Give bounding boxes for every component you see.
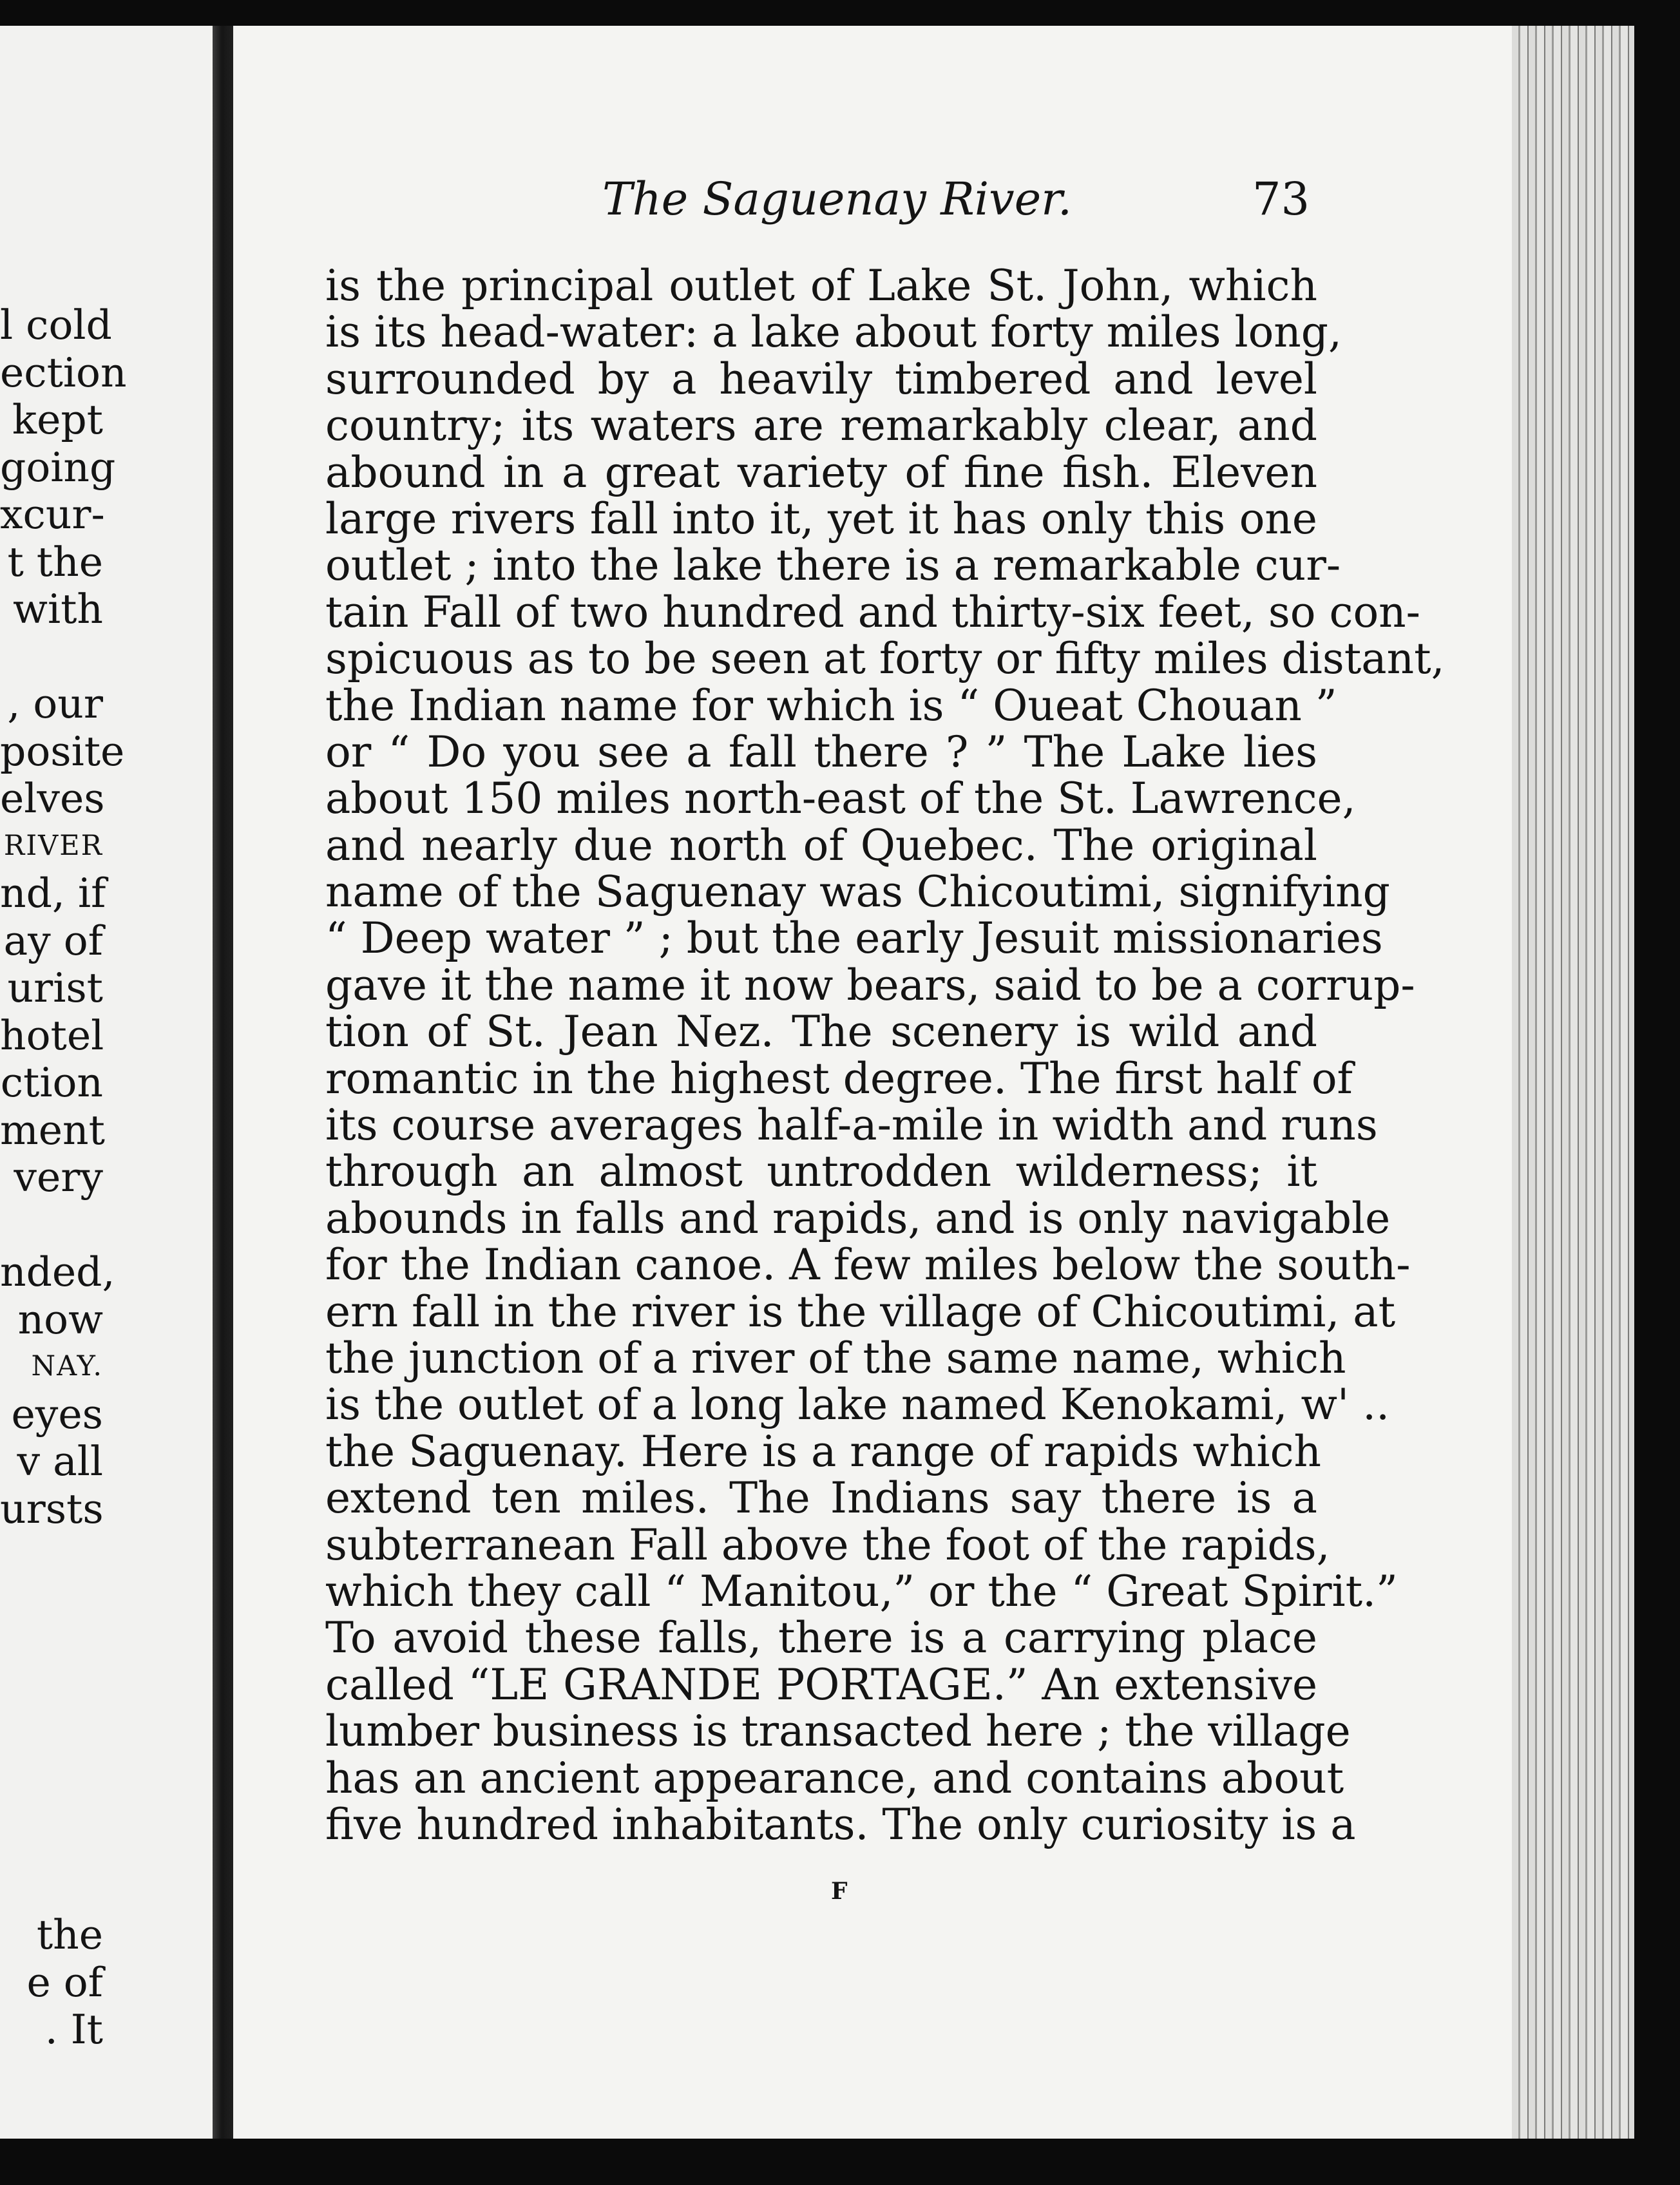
left-line: . It xyxy=(44,2006,103,2053)
text-line: large rivers fall into it, yet it has only this one xyxy=(325,493,1317,544)
text-line: which they call “ Manitou,” or the “ Great Spirit.” xyxy=(325,1566,1398,1616)
left-line: ment xyxy=(0,1106,105,1154)
left-line: ction xyxy=(0,1059,103,1106)
text-line: lumber business is transacted here ; the village xyxy=(325,1706,1351,1757)
text-line: spicuous as to be seen at forty or fifty miles distant, xyxy=(325,634,1445,684)
left-line: elves xyxy=(0,775,105,822)
text-line: tain Fall of two hundred and thirty-six feet, so con- xyxy=(325,587,1420,637)
left-line-blank xyxy=(0,1627,103,1675)
left-line: xcur- xyxy=(0,491,105,538)
left-line-blank xyxy=(0,1817,103,1864)
text-line: is the principal outlet of Lake St. John, which xyxy=(325,261,1317,310)
left-line: going xyxy=(0,443,116,491)
text-line: about 150 miles north-east of the St. Lawrence, xyxy=(325,774,1356,824)
text-line: tion of St. Jean Nez. The scenery is wild and xyxy=(325,1007,1317,1057)
left-line-blank xyxy=(0,1770,103,1817)
left-line: t the xyxy=(7,538,103,586)
text-line: or “ Do you see a fall there ? ” The Lake lies xyxy=(325,727,1317,777)
left-line: nded, xyxy=(0,1248,115,1295)
text-line: romantic in the highest degree. The first half of xyxy=(325,1053,1353,1103)
text-line: abound in a great variety of fine fish. Eleven xyxy=(325,447,1317,497)
left-line-blank xyxy=(0,1532,103,1580)
text-line: subterranean Fall above the foot of the rapids, xyxy=(325,1520,1330,1570)
left-line-blank xyxy=(0,1722,103,1770)
left-line: l cold xyxy=(0,301,112,348)
page-number: 73 xyxy=(1252,173,1310,225)
text-line: for the Indian canoe. A few miles below the south- xyxy=(325,1240,1411,1290)
text-line: abounds in falls and rapids, and is only navigable xyxy=(325,1193,1391,1243)
left-line-blank xyxy=(0,1675,103,1722)
text-line: is its head-water: a lake about forty miles long, xyxy=(325,307,1342,358)
book-gutter xyxy=(213,26,233,2139)
text-line: ern fall in the river is the village of Chicoutimi, at xyxy=(325,1286,1396,1337)
text-line: extend ten miles. The Indians say there is a xyxy=(325,1473,1317,1523)
left-line-blank xyxy=(0,1580,103,1628)
text-line: through an almost untrodden wilderness; it xyxy=(325,1147,1317,1197)
text-line: the Saguenay. Here is a range of rapids which xyxy=(325,1426,1322,1476)
left-line: with xyxy=(13,586,103,633)
text-line: and nearly due north of Quebec. The original xyxy=(325,820,1317,870)
left-line: RIVER xyxy=(3,829,103,862)
left-line: ursts xyxy=(0,1485,104,1532)
left-line: v all xyxy=(17,1438,103,1485)
text-line: has an ancient appearance, and contains about xyxy=(325,1753,1344,1803)
left-line: eyes xyxy=(11,1390,103,1438)
left-line: ection xyxy=(0,348,127,396)
body-text xyxy=(325,261,1445,1849)
text-line: its course averages half-a-mile in width and runs xyxy=(325,1100,1378,1150)
text-line: called “LE GRANDE PORTAGE.” An extensive xyxy=(325,1659,1317,1710)
left-page-text xyxy=(0,301,127,2054)
text-line: gave it the name it now bears, said to be a corrup- xyxy=(325,960,1415,1010)
text-line: five hundred inhabitants. The only curiosity is a xyxy=(325,1799,1356,1849)
signature-mark: F xyxy=(831,1878,848,1905)
left-line: very xyxy=(14,1154,103,1201)
running-title: The Saguenay River. xyxy=(602,173,1073,225)
left-line: e of xyxy=(26,1958,103,2006)
left-line-blank xyxy=(0,1864,103,1912)
left-line: ay of xyxy=(3,917,103,964)
left-line: kept xyxy=(12,396,103,443)
text-line: To avoid these falls, there is a carrying place xyxy=(325,1613,1317,1663)
text-line: surrounded by a heavily timbered and level xyxy=(325,354,1317,404)
left-line: , our xyxy=(7,680,103,727)
text-line: outlet ; into the lake there is a remarkable cur- xyxy=(325,540,1341,591)
text-line: the junction of a river of the same name, which xyxy=(325,1333,1346,1383)
text-line: name of the Saguenay was Chicoutimi, signifying xyxy=(325,867,1390,917)
text-line: “ Deep water ” ; but the early Jesuit missionaries xyxy=(325,913,1383,964)
left-page xyxy=(0,26,213,2139)
left-line-blank xyxy=(0,1201,103,1249)
left-line: hotel xyxy=(0,1011,104,1059)
left-line: posite xyxy=(0,727,125,775)
left-line-blank xyxy=(0,633,103,681)
left-line: urist xyxy=(7,964,103,1011)
text-line: country; its waters are remarkably clear, and xyxy=(325,401,1317,451)
left-line: now xyxy=(17,1295,103,1343)
left-line: the xyxy=(36,1911,103,1958)
page-edges xyxy=(1512,26,1634,2139)
left-line: nd, if xyxy=(0,870,106,917)
text-line: the Indian name for which is “ Oueat Chouan ” xyxy=(325,680,1337,730)
text-line: is the outlet of a long lake named Kenokami, w' .. xyxy=(325,1380,1390,1430)
left-line: NAY. xyxy=(31,1350,103,1382)
